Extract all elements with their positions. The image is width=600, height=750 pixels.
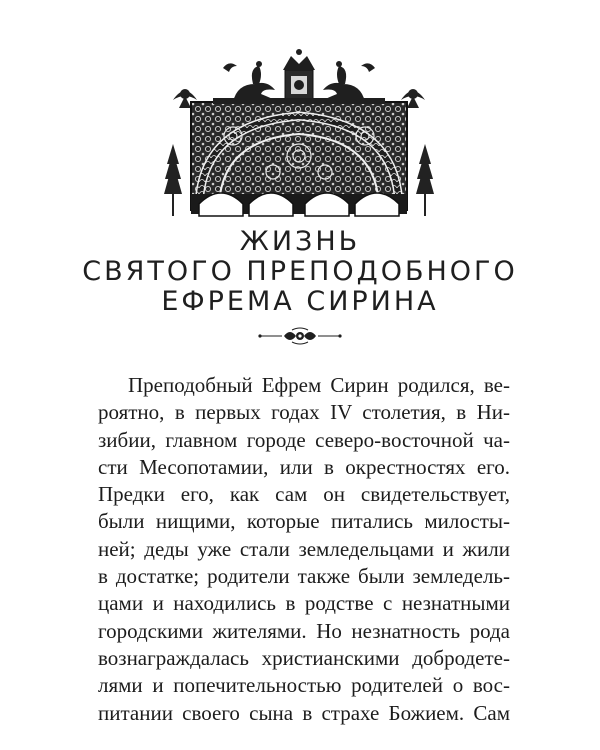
text-line: городскими жителями. Но незнатность рода [98, 618, 510, 643]
crown-icon [283, 49, 315, 100]
text-line: цами и находились в родстве с незнатными [98, 591, 510, 616]
right-tree-icon [416, 144, 434, 216]
text-line: ней; деды уже стали земледельцами и жили [98, 536, 510, 561]
left-bird-icon [233, 61, 279, 102]
body-paragraph [98, 372, 510, 727]
text-line: вознаграждалась христианскими добродете- [98, 645, 510, 670]
text-line: зибии, главном городе северо-восточной ча- [98, 427, 510, 452]
chapter-title [0, 226, 600, 316]
text-line: в достатке; родители также были земледель- [98, 564, 510, 589]
left-tree-icon [164, 144, 182, 216]
text-line: роятно, в первых годах IV столетия, в Ни- [98, 400, 510, 425]
title-line-3: ЕФРЕМА СИРИНА [161, 286, 439, 317]
floral-divider-icon [258, 326, 342, 346]
text-line: питании своего сына в страхе Божием. Сам [98, 700, 510, 725]
title-line-1: ЖИЗНЬ [239, 226, 361, 257]
right-bird-icon [319, 61, 365, 102]
text-line: были нищими, которые питались милосты- [98, 509, 510, 534]
text-line: лями и попечительностью родителей о вос- [98, 673, 510, 698]
text-line: Предки его, как сам он свидетельствует, [98, 482, 510, 507]
arcade-arches [191, 193, 407, 216]
title-line-2: СВЯТОГО ПРЕПОДОБНОГО [82, 256, 518, 287]
ornamental-headpiece [163, 44, 435, 222]
text-line: сти Месопотамии, или в окрестностях его. [98, 454, 510, 479]
text-line: Преподобный Ефрем Сирин родился, ве- [128, 373, 510, 397]
